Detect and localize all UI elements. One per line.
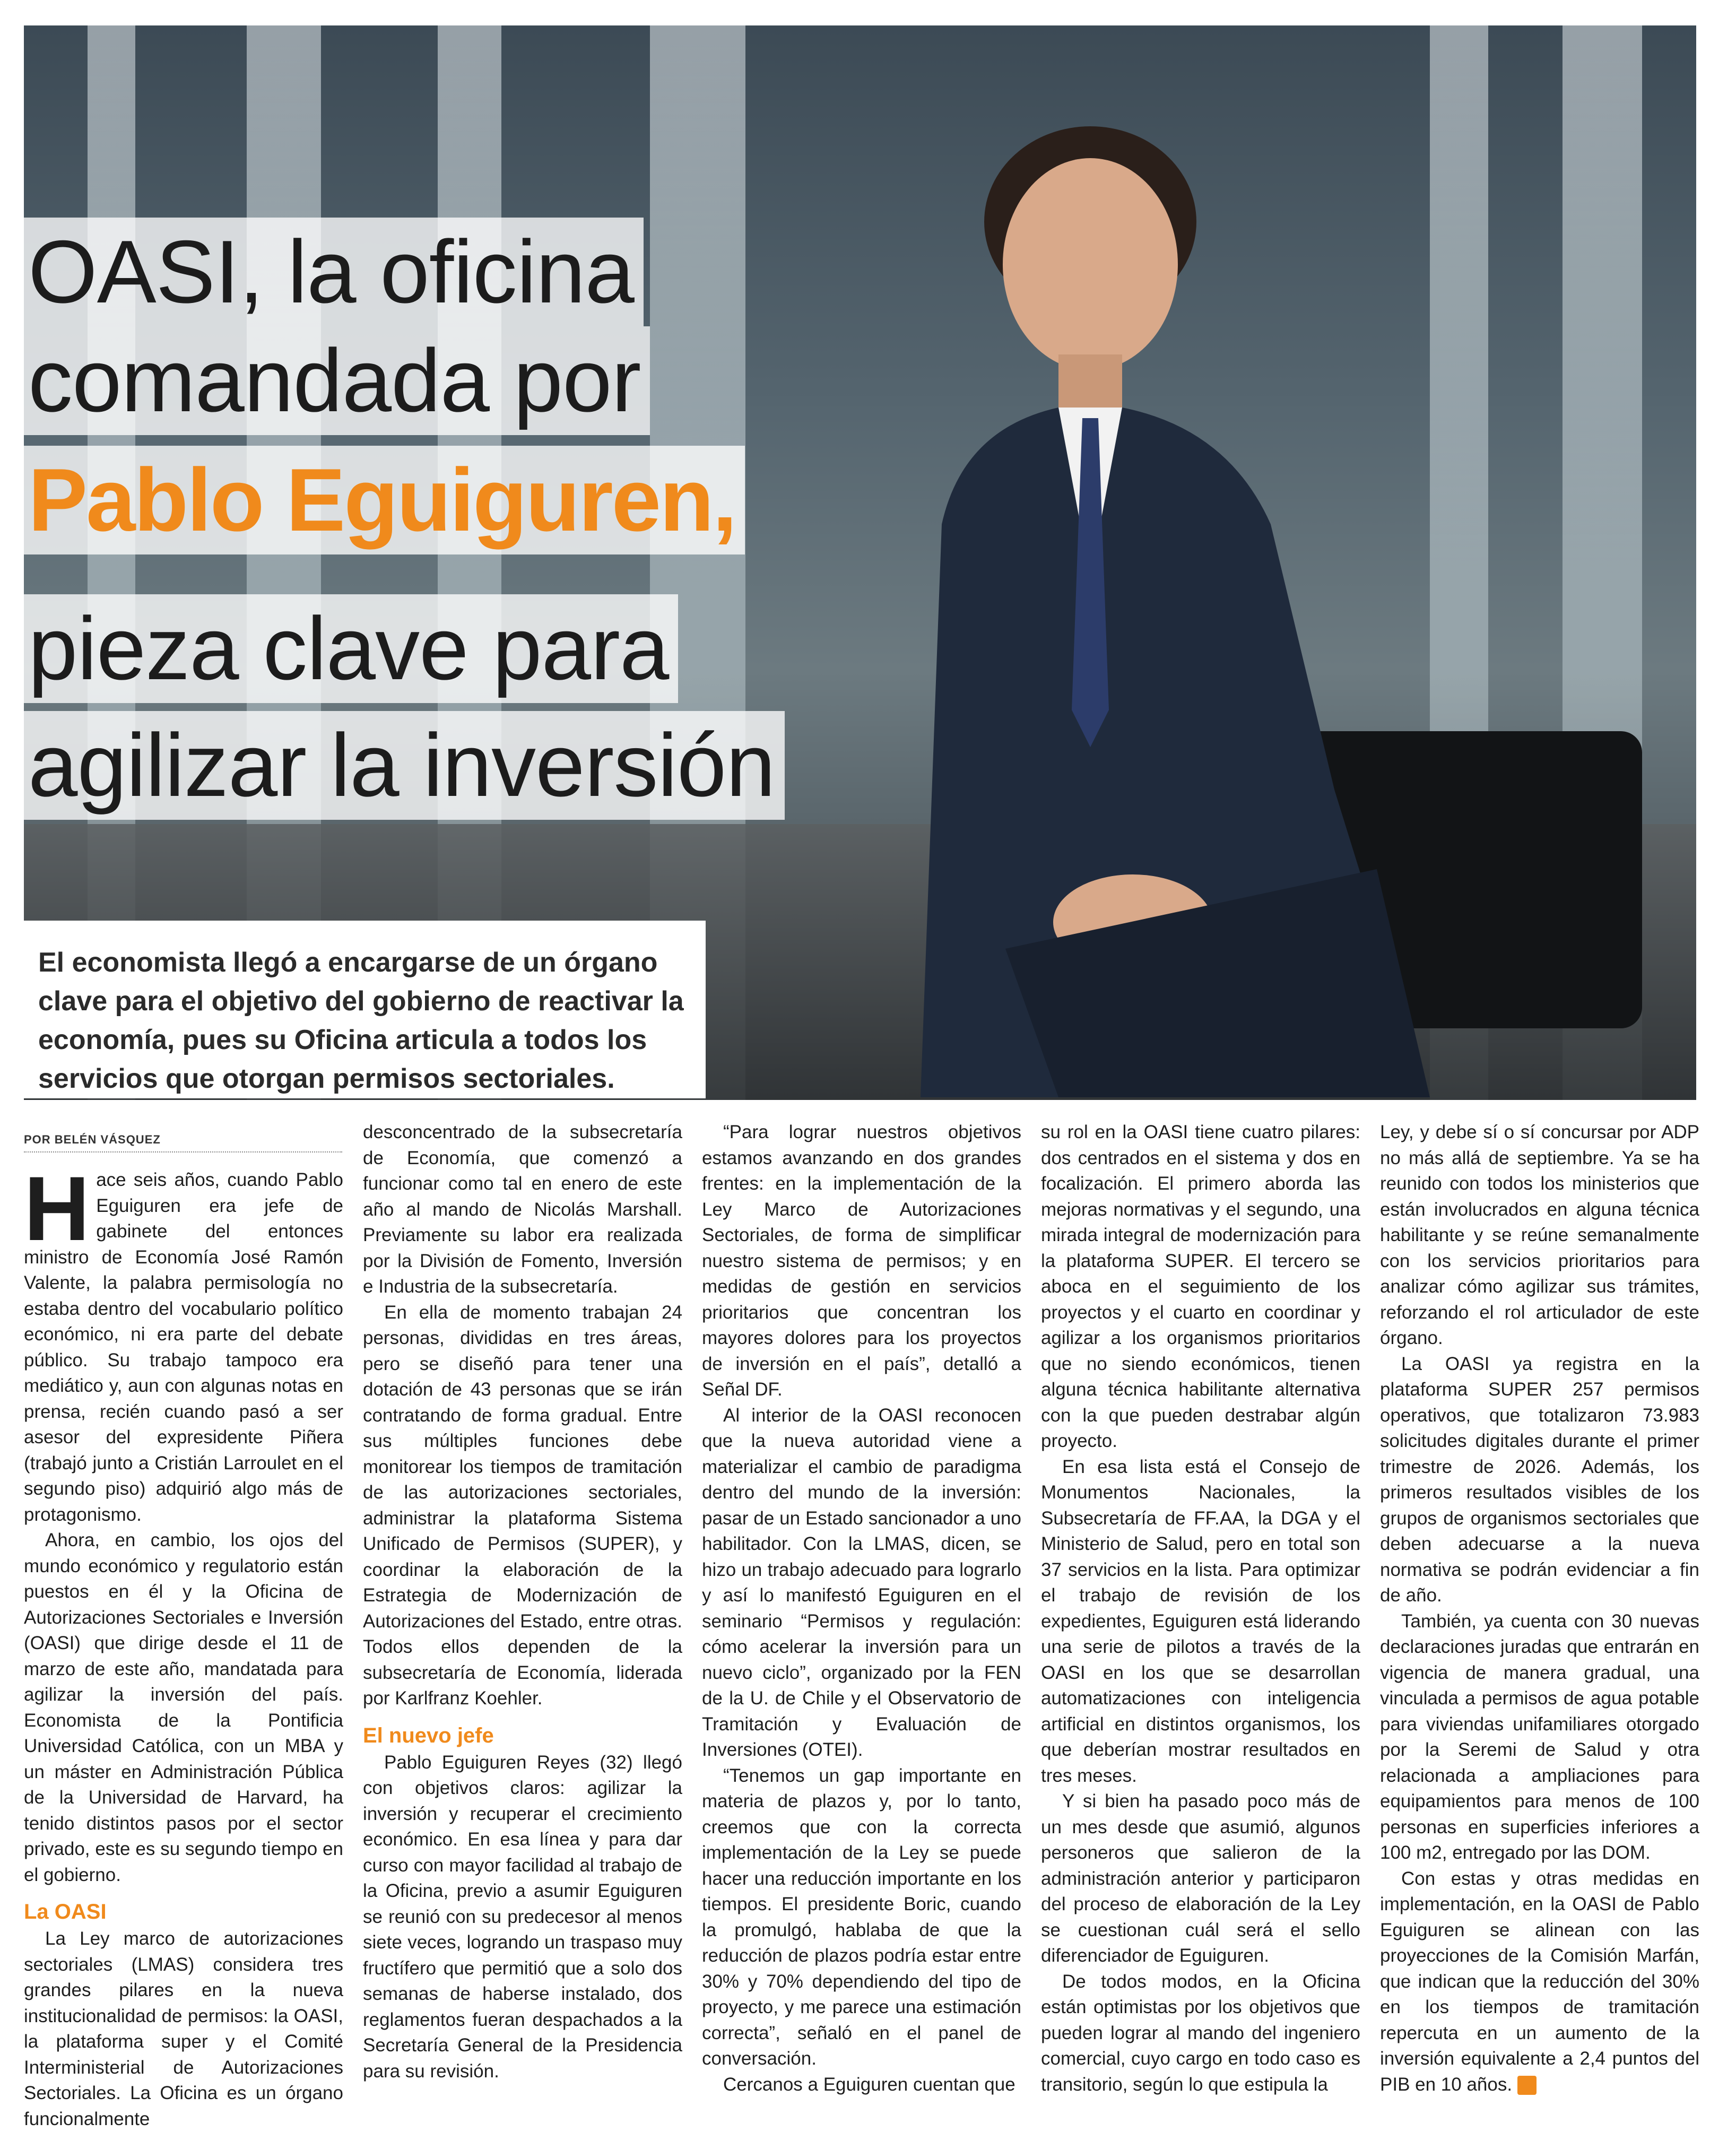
byline-divider bbox=[24, 1151, 342, 1152]
article-column-3 bbox=[702, 1120, 1021, 2098]
paragraph: Con estas y otras medidas en implementación, en la OASI de Pablo Eguiguren se alinean con las proyecciones de la Comisión Marfán, que indican que la reducción del 30% en los tiempos de tramitación repercuta en un aumento de la inversión equivalente a 2,4 puntos del PIB en 10 años. S bbox=[1380, 1868, 1699, 2095]
paragraph: su rol en la OASI tiene cuatro pilares: dos centrados en el sistema y dos en focalización. El primero aborda las mejoras normativas y el segundo, una mirada integral de modernización para la plataforma SUPER. El tercero se aboca en el seguimiento de los proyectos y el cuarto en coordinar y agilizar a los organismos prioritarios que no siendo económicos, tienen alguna técnica habilitante alternativa con la que pueden destrabar algún proyecto. bbox=[1041, 1122, 1360, 1451]
byline: POR BELÉN VÁSQUEZ bbox=[24, 1133, 161, 1146]
article-column-1 bbox=[24, 1158, 343, 2132]
paragraph: En ella de momento trabajan 24 personas, divididas en tres áreas, pero se diseñó para tener una dotación de 43 personas que se irán contratando de forma gradual. Entre sus múltiples funciones debe monitorear los tiempos de tramitación de las autorizaciones sectoriales, administrar la plataforma Sistema Unificado de Permisos (SUPER), y coordinar la elaboración de la Estrategia de Modernización de Autorizaciones del Estado, entre otras. Todos ellos dependen de la subsecretaría de Economía, liderada por Karlfranz Koehler. bbox=[363, 1302, 682, 1709]
headline-line-4: pieza clave para bbox=[24, 594, 678, 703]
section-heading-nuevo-jefe: El nuevo jefe bbox=[363, 1723, 494, 1747]
paragraph: También, ya cuenta con 30 nuevas declaraciones juradas que entrarán en vigencia de manera gradual, una vinculada a permisos de agua potable para viviendas unifamiliares otorgado por la Seremi de Salud y otra relacionada a ampliaciones para equipamientos para menos de 100 personas en superficies inferiores a 100 m2, entregado por las DOM. bbox=[1380, 1610, 1699, 1863]
paragraph: Pablo Eguiguren Reyes (32) llegó con objetivos claros: agilizar la inversión y recuperar el crecimiento económico. En esa línea y para dar curso con mayor facilidad al trabajo de la Oficina, previo a asumir Eguiguren se reunió con su predecesor al menos siete veces, logrando un traspaso muy fructífero que permitió que a solo dos semanas de haberse instalado, dos reglamentos fueran despachados a la Secretaría General de la Presidencia para su revisión. bbox=[363, 1752, 682, 2082]
headline-name: Pablo Eguiguren, bbox=[24, 446, 745, 554]
paragraph: “Para lograr nuestros objetivos estamos avanzando en dos grandes frentes: en la implementación de la Ley Marco de Autorizaciones Sectoriales, de forma de simplificar nuestro sistema de permisos; y en medidas de gestión en servicios prioritarios que concentran los mayores dolores para los proyectos de inversión en el país”, detalló a Señal DF. bbox=[702, 1122, 1021, 1400]
paragraph: Y si bien ha pasado poco más de un mes desde que asumió, algunos personeros que salieron de la administración anterior y participaron del proceso de elaboración de la Ley se cuestionan cuál será el sello diferenciador de Eguiguren. bbox=[1041, 1791, 1360, 1966]
paragraph: La Ley marco de autorizaciones sectoriales (LMAS) considera tres grandes pilares en la nueva institucionalidad de permisos: la OASI, la plataforma super y el Comité Interministerial de Autorizaciones Sectoriales. La Oficina es un órgano funcionalmente bbox=[24, 1928, 343, 2129]
dropcap: H bbox=[24, 1158, 90, 1260]
paragraph: Cercanos a Eguiguren cuentan que bbox=[723, 2074, 1015, 2095]
article-column-2 bbox=[363, 1120, 682, 2084]
headline-line-5: agilizar la inversión bbox=[24, 711, 785, 820]
headline-line-2: comandada por bbox=[24, 326, 650, 435]
end-mark-icon: S bbox=[1517, 2076, 1537, 2095]
standfirst: El economista llegó a encargarse de un órgano clave para el objetivo del gobierno de reactivar la economía, pues su Oficina articula a todos los servicios que otorgan permisos sectoriales. bbox=[38, 947, 684, 1094]
paragraph: En esa lista está el Consejo de Monumentos Nacionales, la Subsecretaría de FF.AA, la DGA y el Ministerio de Salud, pero en total son 37 servicios en la lista. Para optimizar el trabajo de revisión de los expedientes, Eguiguren está liderando una serie de pilotos a través de la OASI en los que se desarrollan automatizaciones con inteligencia artificial en distintos organismos, los que deberían mostrar resultados en tres meses. bbox=[1041, 1456, 1360, 1786]
paragraph: desconcentrado de la subsecretaría de Economía, que comenzó a funcionar como tal en enero de este año al mando de Nicolás Marshall. Previamente su labor era realizada por la División de Fomento, Inversión e Industria de la subsecretaría. bbox=[363, 1122, 682, 1297]
paragraph: Ahora, en cambio, los ojos del mundo económico y regulatorio están puestos en él y la Oficina de Autorizaciones Sectoriales e Inversión (OASI) que dirige desde el 11 de marzo de este año, mandatada para agilizar la inversión del país. Economista de la Pontificia Universidad Católica, con un MBA y un máster en Administración Pública de la Universidad de Harvard, ha tenido distintos pasos por el sector privado, este es su segundo tiempo en el gobierno. bbox=[24, 1530, 343, 1885]
paragraph: Ley, y debe sí o sí concursar por ADP no más allá de septiembre. Ya se ha reunido con todos los ministerios que están involucrados en alguna técnica habilitante y se reúne semanalmente con los servicios prioritarios para analizar cómo agilizar sus trámites, reforzando el rol articulador de este órgano. bbox=[1380, 1122, 1699, 1348]
paragraph: La OASI ya registra en la plataforma SUPER 257 permisos operativos, que totalizaron 73.983 solicitudes digitales durante el primer trimestre de 2026. Además, los primeros resultados visibles de los grupos de organismos sectoriales que deben adecuarse a la nueva normativa se podrán evidenciar a fin de año. bbox=[1380, 1353, 1699, 1606]
article-column-4 bbox=[1041, 1120, 1360, 2098]
paragraph: De todos modos, en la Oficina están optimistas por los objetivos que pueden lograr al mando del ingeniero comercial, cuyo cargo en todo caso es transitorio, según lo que estipula la bbox=[1041, 1971, 1360, 2095]
section-heading-oasi: La OASI bbox=[24, 1900, 107, 1923]
article-column-5 bbox=[1380, 1120, 1699, 2098]
paragraph: “Tenemos un gap importante en materia de plazos y, por lo tanto, creemos que con la correcta implementación de la Ley se puede hacer una reducción importante en los tiempos. El presidente Boric, cuando la promulgó, hablaba de que la reducción de plazos podría estar entre 30% y 70% dependiendo del tipo de proyecto, y me parece una estimación correcta”, señaló en el panel de conversación. bbox=[702, 1765, 1021, 2069]
paragraph: Al interior de la OASI reconocen que la nueva autoridad viene a materializar el cambio de paradigma dentro del mundo de la inversión: pasar de un Estado sancionador a uno habilitador. Con la LMAS, dicen, se hizo un trabajo adecuado para lograrlo y así lo manifestó Eguiguren en el seminario “Permisos y regulación: cómo acelerar la inversión para un nuevo ciclo”, organizado por la FEN de la U. de Chile y el Observatorio de Tramitación y Evaluación de Inversiones (OTEI). bbox=[702, 1405, 1021, 1760]
paragraph: Hace seis años, cuando Pablo Eguiguren era jefe de gabinete del entonces ministro de Economía José Ramón Valente, la palabra permisología no estaba dentro del vocabulario político económico, ni era parte del debate público. Su trabajo tampoco era mediático y, aun con algunas notas en prensa, recién cuando pasó a ser asesor del expresidente Piñera (trabajó junto a Cristián Larroulet en el segundo piso) adquirió algo más de protagonismo. bbox=[24, 1158, 343, 1525]
headline-line-1: OASI, la oficina bbox=[24, 218, 644, 326]
person-figure-icon bbox=[899, 100, 1456, 1097]
